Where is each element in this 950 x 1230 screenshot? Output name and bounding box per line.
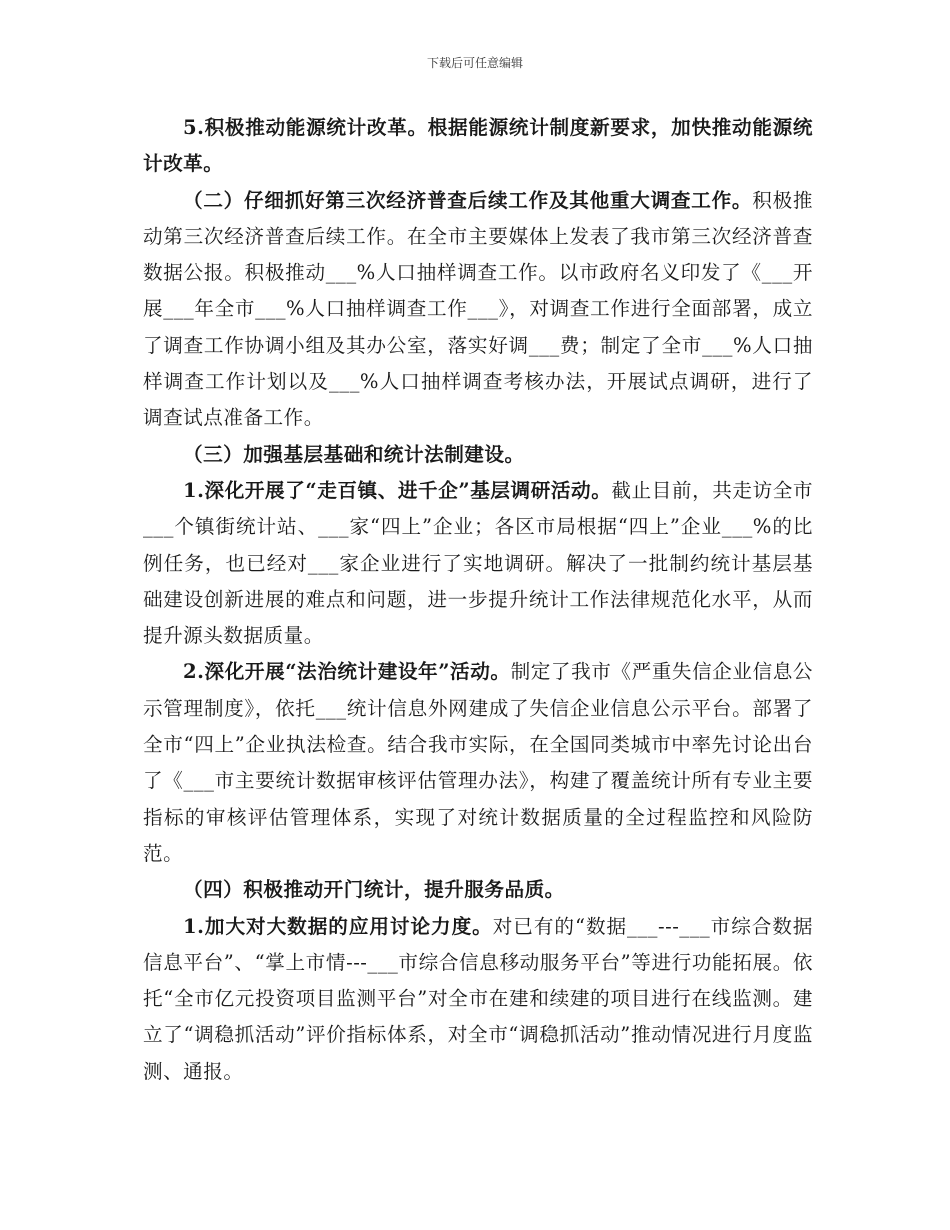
section-heading: （三）加强基层基础和统计法制建设。 [183, 442, 525, 466]
paragraph-big-data [143, 909, 813, 1090]
paragraph-census-work [143, 183, 813, 437]
paragraph-energy-reform [143, 110, 813, 183]
document-body [143, 110, 813, 1090]
page-header-note: 下载后可任意编辑 [426, 56, 523, 70]
paragraph-body: 对已有的“数据___---___市综合数据信息平台”、“掌上市情---___市综合信息移动服务平台”等进行功能拓展。依托“全市亿元投资项目监测平台”对全市在建和续建的项目进行在线监测。建立了“调稳抓活动”评价指标体系，对全市“调稳抓活动”推动情况进行月度监测、通报。 [143, 914, 813, 1083]
paragraph-research-activity [143, 473, 813, 654]
paragraph-lead: 5.积极推动能源统计改革。根据能源统计制度新要求，加快推动能源统计改革。 [143, 116, 813, 176]
paragraph-rule-of-law [143, 654, 813, 872]
section-heading: （四）积极推动开门统计，提升服务品质。 [183, 878, 565, 902]
paragraph-lead: 1.加大对大数据的应用讨论力度。 [183, 914, 493, 938]
paragraph-open-statistics [143, 872, 813, 908]
paragraph-lead: 1.深化开展了“走百镇、进千企”基层调研活动。 [183, 478, 612, 502]
paragraph-body: 截止目前，共走访全市___个镇街统计站、___家“四上”企业；各区市局根据“四上”企业___%的比例任务，也已经对___家企业进行了实地调研。解决了一批制约统计基层基础建设创新进展的难点和问题，进一步提升统计工作法律规范化水平，从而提升源头数据质量。 [143, 478, 814, 648]
section-heading: （二）仔细抓好第三次经济普查后续工作及其他重大调查工作。 [183, 188, 753, 212]
paragraph-lead: 2.深化开展“法治统计建设年”活动。 [183, 660, 511, 684]
paragraph-body: 制定了我市《严重失信企业信息公示管理制度》，依托___统计信息外网建成了失信企业信息公示平台。部署了全市“四上”企业执法检查。结合我市实际，在全国同类城市中率先讨论出台了《___市主要统计数据审核评估管理办法》，构建了覆盖统计所有专业主要指标的审核评估管理体系，实现了对统计数据质量的全过程监控和风险防范。 [143, 660, 813, 865]
paragraph-grassroots [143, 437, 813, 473]
paragraph-body: 积极推动第三次经济普查后续工作。在全市主要媒体上发表了我市第三次经济普查数据公报。积极推动___%人口抽样调查工作。以市政府名义印发了《___开展___年全市___%人口抽样调查工作___》，对调查工作进行全面部署，成立了调查工作协调小组及其办公室，落实好调___费；制定了全市___%人口抽样调查工作计划以及___%人口抽样调查考核办法，开展试点调研，进行了调查试点准备工作。 [143, 188, 814, 430]
